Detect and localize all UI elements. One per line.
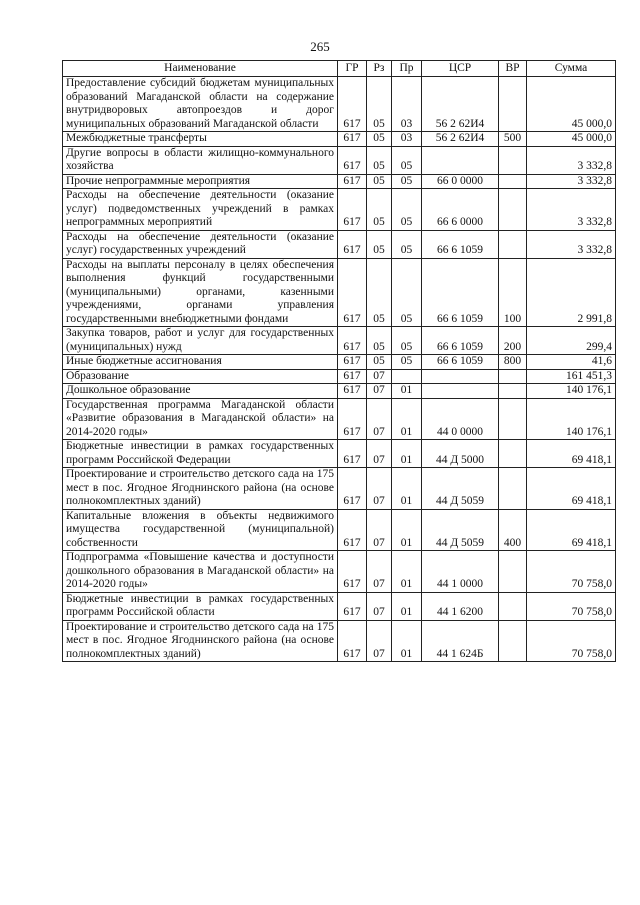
cell-gr: 617: [338, 551, 367, 593]
table-row: [63, 468, 616, 510]
cell-name: Капитальные вложения в объекты недвижимого имущества государственной (муниципальной) собственности: [63, 509, 338, 551]
cell-vr: [499, 468, 527, 510]
header-gr: ГР: [338, 61, 367, 77]
cell-vr: [499, 230, 527, 258]
cell-csr: 44 Д 5000: [422, 440, 499, 468]
cell-sum: 70 758,0: [527, 592, 616, 620]
cell-csr: 44 0 0000: [422, 398, 499, 440]
cell-rz: 05: [367, 77, 392, 132]
cell-sum: 3 332,8: [527, 174, 616, 189]
cell-sum: 69 418,1: [527, 468, 616, 510]
cell-sum: 69 418,1: [527, 509, 616, 551]
table-row: [63, 398, 616, 440]
cell-rz: 05: [367, 355, 392, 370]
header-name: Наименование: [63, 61, 338, 77]
cell-vr: [499, 551, 527, 593]
cell-rz: 07: [367, 551, 392, 593]
cell-csr: 66 0 0000: [422, 174, 499, 189]
cell-sum: 2 991,8: [527, 258, 616, 327]
table-body: [63, 77, 616, 662]
cell-pr: 05: [392, 146, 422, 174]
cell-pr: 01: [392, 592, 422, 620]
cell-gr: 617: [338, 468, 367, 510]
cell-csr: [422, 369, 499, 384]
cell-csr: 56 2 62И4: [422, 77, 499, 132]
cell-sum: 3 332,8: [527, 230, 616, 258]
table-row: [63, 327, 616, 355]
cell-pr: 01: [392, 468, 422, 510]
cell-pr: 01: [392, 509, 422, 551]
cell-gr: 617: [338, 440, 367, 468]
cell-rz: 07: [367, 398, 392, 440]
cell-name: Проектирование и строительство детского сада на 175 мест в пос. Ягодное Ягоднинского района (на основе полнокомплектных зданий): [63, 620, 338, 662]
cell-pr: 05: [392, 258, 422, 327]
cell-name: Проектирование и строительство детского сада на 175 мест в пос. Ягодное Ягоднинского района (на основе полнокомплектных зданий): [63, 468, 338, 510]
cell-csr: 66 6 0000: [422, 189, 499, 231]
cell-rz: 05: [367, 189, 392, 231]
table-row: [63, 440, 616, 468]
cell-rz: 07: [367, 369, 392, 384]
cell-gr: 617: [338, 592, 367, 620]
cell-csr: 66 6 1059: [422, 355, 499, 370]
cell-gr: 617: [338, 327, 367, 355]
cell-gr: 617: [338, 77, 367, 132]
cell-pr: 01: [392, 384, 422, 399]
cell-name: Бюджетные инвестиции в рамках государственных программ Российской области: [63, 592, 338, 620]
cell-pr: 01: [392, 620, 422, 662]
cell-rz: 07: [367, 440, 392, 468]
cell-csr: 44 1 624Б: [422, 620, 499, 662]
cell-csr: [422, 384, 499, 399]
cell-vr: [499, 398, 527, 440]
cell-csr: [422, 146, 499, 174]
budget-table: [62, 60, 616, 662]
header-pr: Пр: [392, 61, 422, 77]
cell-gr: 617: [338, 620, 367, 662]
header-sum: Сумма: [527, 61, 616, 77]
cell-name: Образование: [63, 369, 338, 384]
cell-rz: 05: [367, 174, 392, 189]
table-header-row: [63, 61, 616, 77]
table-row: [63, 77, 616, 132]
cell-pr: 03: [392, 77, 422, 132]
cell-rz: 05: [367, 230, 392, 258]
cell-name: Расходы на обеспечение деятельности (оказание услуг) подведомственных учреждений в рамках непрограммных мероприятий: [63, 189, 338, 231]
cell-vr: [499, 369, 527, 384]
cell-sum: 69 418,1: [527, 440, 616, 468]
table-row: [63, 369, 616, 384]
cell-csr: 44 1 6200: [422, 592, 499, 620]
cell-name: Подпрограмма «Повышение качества и доступности дошкольного образования в Магаданской области» на 2014-2020 годы»: [63, 551, 338, 593]
cell-rz: 07: [367, 509, 392, 551]
cell-sum: 3 332,8: [527, 146, 616, 174]
cell-csr: 56 2 62И4: [422, 132, 499, 147]
cell-sum: 45 000,0: [527, 132, 616, 147]
cell-pr: 03: [392, 132, 422, 147]
cell-name: Расходы на выплаты персоналу в целях обеспечения выполнения функций государственными (муниципальными) органами, казенными учреждениями, органами управления государственными внебюджетными фондами: [63, 258, 338, 327]
cell-vr: 800: [499, 355, 527, 370]
cell-gr: 617: [338, 398, 367, 440]
cell-pr: [392, 369, 422, 384]
cell-pr: 01: [392, 440, 422, 468]
header-vr: ВР: [499, 61, 527, 77]
cell-gr: 617: [338, 174, 367, 189]
cell-name: Государственная программа Магаданской области «Развитие образования в Магаданской области» на 2014-2020 годы»: [63, 398, 338, 440]
cell-sum: 299,4: [527, 327, 616, 355]
table-row: [63, 230, 616, 258]
cell-rz: 07: [367, 384, 392, 399]
cell-gr: 617: [338, 384, 367, 399]
header-rz: Рз: [367, 61, 392, 77]
cell-pr: 01: [392, 398, 422, 440]
cell-rz: 07: [367, 468, 392, 510]
cell-name: Предоставление субсидий бюджетам муниципальных образований Магаданской области на содержание внутридворовых автопроездов и дорог муниципальных образований Магаданской области: [63, 77, 338, 132]
cell-gr: 617: [338, 258, 367, 327]
cell-gr: 617: [338, 146, 367, 174]
cell-sum: 140 176,1: [527, 398, 616, 440]
cell-name: Другие вопросы в области жилищно-коммунального хозяйства: [63, 146, 338, 174]
cell-rz: 05: [367, 258, 392, 327]
cell-name: Расходы на обеспечение деятельности (оказание услуг) государственных учреждений: [63, 230, 338, 258]
cell-sum: 41,6: [527, 355, 616, 370]
cell-name: Бюджетные инвестиции в рамках государственных программ Российской Федерации: [63, 440, 338, 468]
table-row: [63, 551, 616, 593]
cell-csr: 66 6 1059: [422, 230, 499, 258]
cell-vr: [499, 620, 527, 662]
cell-pr: 05: [392, 189, 422, 231]
cell-rz: 07: [367, 592, 392, 620]
cell-csr: 44 Д 5059: [422, 468, 499, 510]
cell-pr: 05: [392, 230, 422, 258]
cell-gr: 617: [338, 509, 367, 551]
cell-rz: 05: [367, 132, 392, 147]
cell-rz: 05: [367, 327, 392, 355]
cell-name: Дошкольное образование: [63, 384, 338, 399]
cell-sum: 140 176,1: [527, 384, 616, 399]
cell-sum: 70 758,0: [527, 551, 616, 593]
cell-pr: 05: [392, 355, 422, 370]
cell-csr: 44 Д 5059: [422, 509, 499, 551]
cell-rz: 07: [367, 620, 392, 662]
cell-gr: 617: [338, 355, 367, 370]
cell-pr: 01: [392, 551, 422, 593]
cell-vr: [499, 77, 527, 132]
header-csr: ЦСР: [422, 61, 499, 77]
cell-gr: 617: [338, 189, 367, 231]
table-row: [63, 355, 616, 370]
cell-vr: [499, 592, 527, 620]
cell-csr: 66 6 1059: [422, 327, 499, 355]
cell-vr: 100: [499, 258, 527, 327]
cell-vr: [499, 189, 527, 231]
cell-sum: 161 451,3: [527, 369, 616, 384]
cell-vr: 500: [499, 132, 527, 147]
cell-vr: [499, 174, 527, 189]
cell-gr: 617: [338, 132, 367, 147]
table-row: [63, 592, 616, 620]
page-number: 265: [310, 39, 330, 54]
table-row: [63, 620, 616, 662]
table-row: [63, 132, 616, 147]
cell-name: Прочие непрограммные мероприятия: [63, 174, 338, 189]
table-row: [63, 146, 616, 174]
cell-gr: 617: [338, 369, 367, 384]
cell-vr: 400: [499, 509, 527, 551]
table-row: [63, 509, 616, 551]
cell-csr: 44 1 0000: [422, 551, 499, 593]
table-row: [63, 384, 616, 399]
cell-rz: 05: [367, 146, 392, 174]
cell-name: Закупка товаров, работ и услуг для государственных (муниципальных) нужд: [63, 327, 338, 355]
cell-sum: 3 332,8: [527, 189, 616, 231]
table-row: [63, 189, 616, 231]
cell-name: Иные бюджетные ассигнования: [63, 355, 338, 370]
cell-name: Межбюджетные трансферты: [63, 132, 338, 147]
cell-vr: [499, 146, 527, 174]
cell-vr: [499, 440, 527, 468]
cell-csr: 66 6 1059: [422, 258, 499, 327]
table-row: [63, 258, 616, 327]
cell-pr: 05: [392, 327, 422, 355]
cell-sum: 45 000,0: [527, 77, 616, 132]
table-row: [63, 174, 616, 189]
cell-vr: [499, 384, 527, 399]
cell-vr: 200: [499, 327, 527, 355]
cell-pr: 05: [392, 174, 422, 189]
cell-sum: 70 758,0: [527, 620, 616, 662]
cell-gr: 617: [338, 230, 367, 258]
